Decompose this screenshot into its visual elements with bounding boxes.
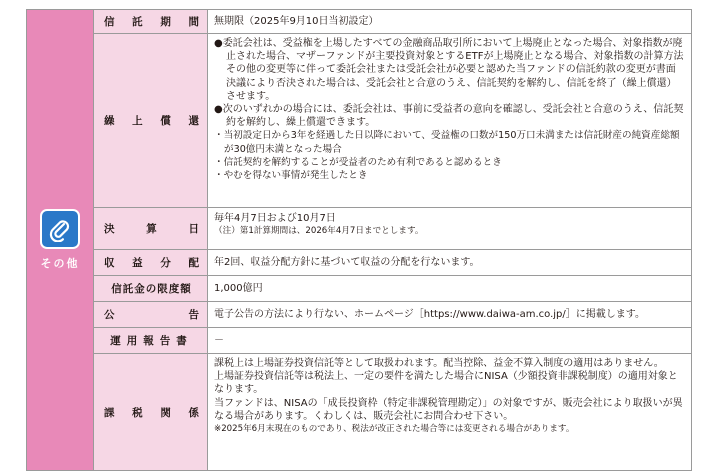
header-char: 間: [188, 16, 199, 28]
row-taxation: [94, 354, 691, 470]
row-header: [94, 250, 208, 275]
row-trust-limit: [94, 276, 691, 302]
section-label: その他: [40, 257, 80, 270]
header-char: 税: [132, 406, 143, 419]
row-header: [94, 354, 208, 470]
public-notice-value: 電子公告の方法により行ない、ホームページ［https://www.daiwa-am.co.jp/］に掲載します。: [214, 308, 645, 320]
row-header: [94, 10, 208, 33]
header-char: 期: [160, 16, 171, 28]
header-char: 決: [104, 223, 115, 235]
header-char: 日: [188, 223, 199, 235]
distribution-value: 年2回、収益分配方針に基づいて収益の分配を行ないます。: [214, 256, 480, 268]
header-char: 上: [132, 115, 143, 127]
paragraph: 課税上は上場証券投資信託等として取扱われます。配当控除、益金不算入制度の適用はありません。: [214, 358, 664, 369]
header-char: 公: [104, 309, 115, 321]
row-header: [94, 208, 208, 249]
row-management-report: [94, 328, 691, 354]
paragraph: ●委託会社は、受益権を上場したすべての金融商品取引所において上場廃止となった場合、対象指数が廃止された場合、マザーファンドが主要投資対象とするETFが上場廃止となる場合、対象指数の計算方法その他の変更等に伴って委託会社または受託会社が必要と認めた当ファンドの信託約款の変更が書面決議により否決された場合は、受託会社と合意のうえ、信託契約を解約し、信託を終了（繰上償還）させます。: [214, 38, 684, 102]
header-char: 益: [132, 257, 143, 269]
row-public-notice: [94, 302, 691, 328]
header-char: 信: [104, 16, 115, 28]
taxation-content: [208, 354, 691, 470]
header-char: 関: [160, 406, 171, 419]
settlement-date-value: 毎年4月7日および10月7日: [214, 213, 336, 224]
paragraph: 上場証券投資信託等は税法上、一定の要件を満たした場合にNISA（少額投資非課税制度）の適用対象となります。: [214, 371, 678, 396]
trust-limit-value: 1,000億円: [214, 282, 263, 294]
management-report-value: －: [214, 334, 224, 346]
header-char: 算: [146, 223, 157, 235]
bullet-item: ・当初設定日から3年を経過した日以降において、受益権の口数が150万口未満または信託財産の純資産総額が30億円未満となった場合: [214, 130, 680, 155]
header-char: 係: [188, 406, 199, 419]
row-distribution: [94, 250, 691, 276]
header-char: 収: [104, 257, 115, 269]
row-header: [94, 34, 208, 207]
header-char: 告: [188, 309, 199, 321]
header-char: 償: [160, 115, 171, 127]
row-header: [94, 302, 208, 327]
row-header: 運用報告書: [94, 328, 208, 353]
row-header: 信託金の限度額: [94, 276, 208, 301]
early-redemption-content: [208, 34, 691, 207]
header-char: 分: [160, 257, 171, 269]
header-char: 繰: [104, 115, 115, 127]
row-settlement-date: [94, 208, 691, 250]
bullet-item: ・やむを得ない事情が発生したとき: [214, 170, 368, 182]
paragraph: ●次のいずれかの場合には、委託会社は、事前に受益者の意向を確認し、受託会社と合意のうえ、信託契約を解約し、繰上償還できます。: [214, 104, 684, 129]
header-char: 還: [188, 115, 199, 127]
header-char: 課: [104, 406, 115, 419]
header-char: 託: [132, 16, 143, 28]
settlement-date-note: （注）第1計算期間は、2026年4月7日までとします。: [214, 226, 424, 237]
info-table: [26, 9, 692, 471]
table-body: [94, 10, 691, 470]
taxation-note: ※2025年6月末現在のものであり、税法が改正された場合等には変更される場合があります。: [214, 424, 575, 435]
paragraph: 当ファンドは、NISAの「成長投資枠（特定非課税管理勘定）」の対象ですが、販売会社により取扱いが異なる場合があります。くわしくは、販売会社にお問合わせ下さい。: [214, 397, 683, 422]
paperclip-icon: [40, 209, 80, 249]
section-sidebar: [27, 10, 94, 470]
row-trust-period: [94, 10, 691, 34]
settlement-date-content: [208, 208, 691, 249]
header-char: 配: [188, 257, 199, 269]
trust-period-value: 無期限（2025年9月10日当初設定）: [214, 15, 379, 27]
bullet-item: ・信託契約を解約することが受益者のため有利であると認めるとき: [214, 156, 502, 168]
row-early-redemption: [94, 34, 691, 208]
